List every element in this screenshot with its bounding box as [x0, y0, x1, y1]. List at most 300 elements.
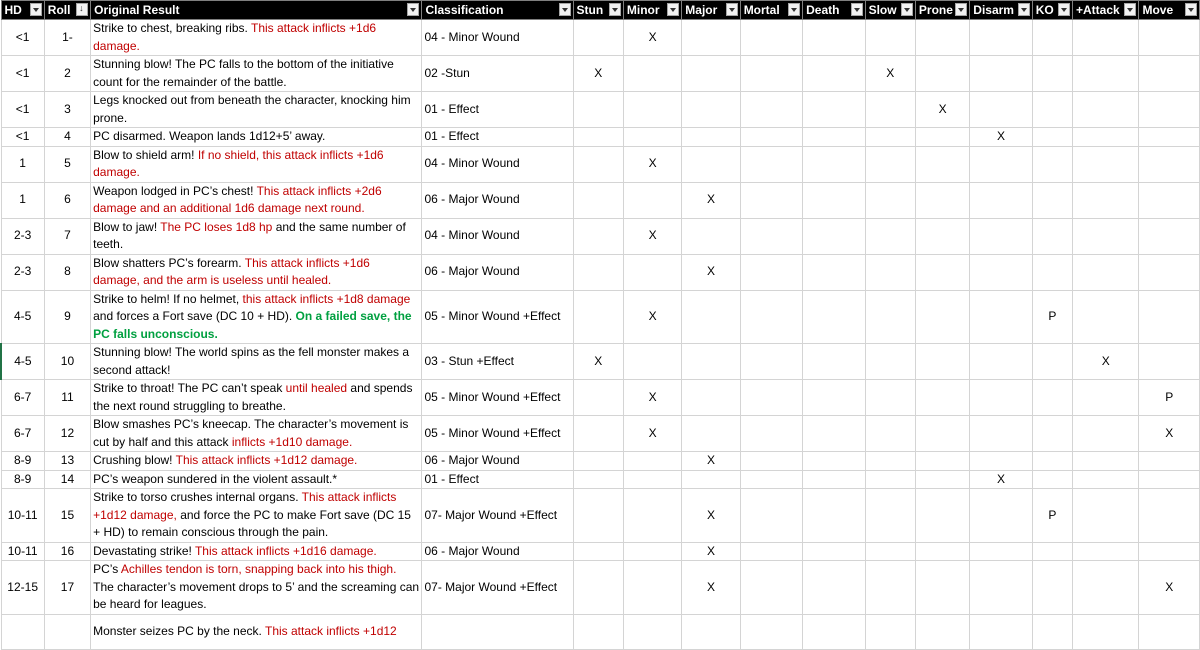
mark-cell-prone[interactable]: [915, 470, 969, 489]
mark-cell-mortal[interactable]: [740, 254, 802, 290]
mark-cell-disarm[interactable]: [970, 344, 1032, 380]
classification-cell[interactable]: 05 - Minor Wound +Effect: [422, 380, 573, 416]
mark-cell-prone[interactable]: [915, 416, 969, 452]
mark-cell-mortal[interactable]: [740, 344, 802, 380]
mark-cell-move[interactable]: [1139, 56, 1200, 92]
mark-cell-major[interactable]: [682, 146, 740, 182]
mark-cell-major[interactable]: X: [682, 254, 740, 290]
mark-cell-slow[interactable]: [865, 92, 915, 128]
classification-cell[interactable]: 04 - Minor Wound: [422, 20, 573, 56]
column-header-original-result: [91, 1, 422, 20]
mark-cell-major[interactable]: [682, 290, 740, 344]
mark-cell-death[interactable]: [803, 254, 865, 290]
mark-cell-stun[interactable]: [573, 489, 623, 543]
filter-dropdown-icon[interactable]: [726, 3, 738, 16]
mark-cell-death[interactable]: [803, 344, 865, 380]
column-header-label: Classification: [425, 3, 504, 17]
mark-cell-move[interactable]: [1139, 542, 1200, 561]
mark-cell-death[interactable]: [803, 470, 865, 489]
mark-cell-move[interactable]: [1139, 344, 1200, 380]
mark-cell-mortal[interactable]: [740, 561, 802, 615]
mark-cell-move[interactable]: [1139, 92, 1200, 128]
mark-cell-attack[interactable]: [1073, 290, 1139, 344]
roll-cell[interactable]: 5: [44, 146, 90, 182]
mark-cell-ko[interactable]: [1032, 56, 1072, 92]
filter-dropdown-icon[interactable]: [559, 3, 571, 16]
mark-cell-slow[interactable]: [865, 20, 915, 56]
mark-cell-slow[interactable]: [865, 470, 915, 489]
roll-cell[interactable]: 11: [44, 380, 90, 416]
mark-cell-death[interactable]: [803, 182, 865, 218]
mark-cell-ko[interactable]: [1032, 128, 1072, 147]
mark-cell-ko[interactable]: [1032, 92, 1072, 128]
mark-cell-disarm[interactable]: [970, 380, 1032, 416]
classification-cell[interactable]: 04 - Minor Wound: [422, 146, 573, 182]
mark-cell-prone[interactable]: [915, 380, 969, 416]
result-cell[interactable]: [91, 452, 422, 471]
hd-cell[interactable]: <1: [1, 56, 44, 92]
mark-cell-ko[interactable]: [1032, 452, 1072, 471]
mark-cell-attack[interactable]: X: [1073, 344, 1139, 380]
roll-cell[interactable]: 7: [44, 218, 90, 254]
mark-cell-disarm[interactable]: [970, 416, 1032, 452]
filter-dropdown-icon[interactable]: [788, 3, 800, 16]
classification-cell[interactable]: 07- Major Wound +Effect: [422, 561, 573, 615]
mark-cell-move[interactable]: [1139, 614, 1200, 649]
mark-cell-ko[interactable]: [1032, 254, 1072, 290]
column-header-label: +Attack: [1076, 3, 1120, 17]
mark-cell-prone[interactable]: [915, 561, 969, 615]
roll-cell[interactable]: [44, 614, 90, 649]
mark-cell-attack[interactable]: [1073, 489, 1139, 543]
mark-cell-major[interactable]: [682, 470, 740, 489]
result-cell[interactable]: [91, 380, 422, 416]
mark-cell-disarm[interactable]: [970, 56, 1032, 92]
roll-cell[interactable]: 1-: [44, 20, 90, 56]
mark-cell-attack[interactable]: [1073, 542, 1139, 561]
mark-cell-slow[interactable]: [865, 452, 915, 471]
mark-cell-ko[interactable]: [1032, 20, 1072, 56]
mark-cell-stun[interactable]: [573, 470, 623, 489]
hd-cell[interactable]: 4-5: [1, 290, 44, 344]
roll-cell[interactable]: 6: [44, 182, 90, 218]
hd-cell[interactable]: 4-5: [1, 344, 44, 380]
mark-cell-mortal[interactable]: [740, 470, 802, 489]
mark-cell-prone[interactable]: X: [915, 92, 969, 128]
hd-cell[interactable]: 12-15: [1, 561, 44, 615]
mark-cell-slow[interactable]: [865, 344, 915, 380]
hd-cell[interactable]: 8-9: [1, 452, 44, 471]
mark-cell-minor[interactable]: [623, 561, 681, 615]
mark-cell-minor[interactable]: [623, 542, 681, 561]
mark-cell-ko[interactable]: [1032, 542, 1072, 561]
roll-cell[interactable]: 9: [44, 290, 90, 344]
mark-cell-death[interactable]: [803, 489, 865, 543]
mark-cell-death[interactable]: [803, 20, 865, 56]
mark-cell-move[interactable]: X: [1139, 416, 1200, 452]
classification-cell[interactable]: 06 - Major Wound: [422, 452, 573, 471]
mark-cell-disarm[interactable]: X: [970, 470, 1032, 489]
mark-cell-slow[interactable]: [865, 542, 915, 561]
mark-cell-prone[interactable]: [915, 542, 969, 561]
mark-cell-death[interactable]: [803, 146, 865, 182]
mark-cell-stun[interactable]: [573, 182, 623, 218]
mark-cell-minor[interactable]: X: [623, 218, 681, 254]
mark-cell-death[interactable]: [803, 218, 865, 254]
mark-cell-disarm[interactable]: [970, 92, 1032, 128]
mark-cell-mortal[interactable]: [740, 290, 802, 344]
mark-cell-stun[interactable]: X: [573, 344, 623, 380]
mark-cell-mortal[interactable]: [740, 128, 802, 147]
highlighted-text: This attack inflicts +1d16 damage.: [194, 543, 377, 558]
mark-cell-prone[interactable]: [915, 128, 969, 147]
mark-cell-slow[interactable]: [865, 128, 915, 147]
hd-cell[interactable]: 1: [1, 182, 44, 218]
mark-cell-major[interactable]: [682, 344, 740, 380]
mark-cell-major[interactable]: X: [682, 561, 740, 615]
mark-cell-minor[interactable]: [623, 470, 681, 489]
mark-cell-move[interactable]: [1139, 290, 1200, 344]
hd-cell[interactable]: 10-11: [1, 542, 44, 561]
filter-dropdown-icon[interactable]: [667, 3, 679, 16]
mark-cell-minor[interactable]: X: [623, 146, 681, 182]
mark-cell-slow[interactable]: [865, 614, 915, 649]
mark-cell-ko[interactable]: P: [1032, 489, 1072, 543]
result-cell[interactable]: [91, 56, 422, 92]
mark-cell-minor[interactable]: [623, 452, 681, 471]
mark-cell-attack[interactable]: [1073, 416, 1139, 452]
mark-cell-stun[interactable]: [573, 561, 623, 615]
mark-cell-stun[interactable]: X: [573, 56, 623, 92]
result-cell[interactable]: [91, 92, 422, 128]
result-cell[interactable]: [91, 290, 422, 344]
mark-cell-ko[interactable]: [1032, 416, 1072, 452]
mark-cell-death[interactable]: [803, 416, 865, 452]
mark-cell-mortal[interactable]: [740, 218, 802, 254]
column-header-ko: [1032, 1, 1072, 20]
mark-cell-minor[interactable]: [623, 128, 681, 147]
mark-cell-disarm[interactable]: X: [970, 128, 1032, 147]
hd-cell[interactable]: 8-9: [1, 470, 44, 489]
mark-cell-mortal[interactable]: [740, 380, 802, 416]
mark-cell-move[interactable]: [1139, 218, 1200, 254]
mark-cell-major[interactable]: X: [682, 182, 740, 218]
roll-cell[interactable]: 8: [44, 254, 90, 290]
result-cell[interactable]: [91, 344, 422, 380]
hd-cell[interactable]: <1: [1, 128, 44, 147]
mark-cell-prone[interactable]: [915, 146, 969, 182]
hd-cell[interactable]: 10-11: [1, 489, 44, 543]
filter-dropdown-icon[interactable]: [955, 3, 967, 16]
table-row: [1, 182, 1200, 218]
mark-cell-minor[interactable]: [623, 254, 681, 290]
mark-cell-mortal[interactable]: [740, 452, 802, 471]
result-cell[interactable]: [91, 561, 422, 615]
mark-cell-move[interactable]: X: [1139, 561, 1200, 615]
hd-cell[interactable]: 6-7: [1, 416, 44, 452]
filter-dropdown-icon[interactable]: [1018, 3, 1030, 16]
mark-cell-mortal[interactable]: [740, 489, 802, 543]
mark-cell-move[interactable]: [1139, 146, 1200, 182]
mark-cell-attack[interactable]: [1073, 128, 1139, 147]
roll-cell[interactable]: 16: [44, 542, 90, 561]
sort-filter-dropdown-icon[interactable]: [76, 3, 88, 16]
table-row: [1, 344, 1200, 380]
roll-cell[interactable]: 10: [44, 344, 90, 380]
mark-cell-slow[interactable]: [865, 561, 915, 615]
mark-cell-stun[interactable]: [573, 92, 623, 128]
result-cell[interactable]: [91, 20, 422, 56]
mark-cell-attack[interactable]: [1073, 452, 1139, 471]
mark-cell-stun[interactable]: [573, 146, 623, 182]
mark-cell-death[interactable]: [803, 542, 865, 561]
mark-cell-death[interactable]: [803, 380, 865, 416]
roll-cell[interactable]: 15: [44, 489, 90, 543]
mark-cell-disarm[interactable]: [970, 218, 1032, 254]
mark-cell-stun[interactable]: [573, 452, 623, 471]
mark-cell-disarm[interactable]: [970, 146, 1032, 182]
mark-cell-ko[interactable]: [1032, 561, 1072, 615]
mark-cell-mortal[interactable]: [740, 416, 802, 452]
mark-cell-minor[interactable]: X: [623, 416, 681, 452]
mark-cell-stun[interactable]: [573, 380, 623, 416]
mark-cell-attack[interactable]: [1073, 218, 1139, 254]
filter-dropdown-icon[interactable]: [1185, 3, 1197, 16]
mark-cell-ko[interactable]: [1032, 344, 1072, 380]
mark-cell-ko[interactable]: [1032, 182, 1072, 218]
column-header-label: Death: [806, 3, 840, 17]
mark-cell-major[interactable]: [682, 218, 740, 254]
mark-cell-slow[interactable]: [865, 416, 915, 452]
filter-dropdown-icon[interactable]: [1058, 3, 1070, 16]
result-cell[interactable]: [91, 146, 422, 182]
mark-cell-prone[interactable]: [915, 182, 969, 218]
classification-cell[interactable]: 03 - Stun +Effect: [422, 344, 573, 380]
classification-cell[interactable]: 01 - Effect: [422, 470, 573, 489]
mark-cell-major[interactable]: [682, 614, 740, 649]
mark-cell-death[interactable]: [803, 128, 865, 147]
mark-cell-attack[interactable]: [1073, 182, 1139, 218]
result-cell[interactable]: [91, 489, 422, 543]
roll-cell[interactable]: 2: [44, 56, 90, 92]
classification-cell[interactable]: 01 - Effect: [422, 128, 573, 147]
mark-cell-mortal[interactable]: [740, 614, 802, 649]
classification-cell[interactable]: [422, 614, 573, 649]
mark-cell-death[interactable]: [803, 56, 865, 92]
mark-cell-mortal[interactable]: [740, 92, 802, 128]
mark-cell-death[interactable]: [803, 290, 865, 344]
mark-cell-ko[interactable]: [1032, 470, 1072, 489]
mark-cell-major[interactable]: X: [682, 489, 740, 543]
mark-cell-ko[interactable]: [1032, 380, 1072, 416]
roll-cell[interactable]: 13: [44, 452, 90, 471]
mark-cell-attack[interactable]: [1073, 470, 1139, 489]
mark-cell-major[interactable]: [682, 380, 740, 416]
mark-cell-prone[interactable]: [915, 344, 969, 380]
result-text: Crushing blow!: [93, 453, 176, 467]
mark-cell-minor[interactable]: X: [623, 290, 681, 344]
mark-cell-death[interactable]: [803, 92, 865, 128]
result-cell[interactable]: [91, 470, 422, 489]
result-cell[interactable]: [91, 416, 422, 452]
mark-cell-stun[interactable]: [573, 254, 623, 290]
roll-cell[interactable]: 12: [44, 416, 90, 452]
classification-cell[interactable]: 05 - Minor Wound +Effect: [422, 290, 573, 344]
mark-cell-minor[interactable]: [623, 344, 681, 380]
mark-cell-move[interactable]: [1139, 128, 1200, 147]
mark-cell-disarm[interactable]: [970, 20, 1032, 56]
mark-cell-move[interactable]: [1139, 489, 1200, 543]
filter-dropdown-icon[interactable]: [901, 3, 913, 16]
mark-cell-stun[interactable]: [573, 542, 623, 561]
mark-cell-minor[interactable]: X: [623, 380, 681, 416]
mark-cell-stun[interactable]: [573, 20, 623, 56]
mark-cell-slow[interactable]: X: [865, 56, 915, 92]
result-cell[interactable]: [91, 542, 422, 561]
mark-cell-slow[interactable]: [865, 182, 915, 218]
hd-cell[interactable]: [1, 614, 44, 649]
column-header-label: Mortal: [743, 3, 780, 17]
mark-cell-ko[interactable]: P: [1032, 290, 1072, 344]
mark-cell-prone[interactable]: [915, 614, 969, 649]
mark-cell-prone[interactable]: [915, 56, 969, 92]
roll-cell[interactable]: 17: [44, 561, 90, 615]
mark-cell-mortal[interactable]: [740, 146, 802, 182]
mark-cell-disarm[interactable]: [970, 254, 1032, 290]
result-cell[interactable]: [91, 218, 422, 254]
mark-cell-attack[interactable]: [1073, 561, 1139, 615]
result-text: Strike to helm! If no helmet,: [93, 291, 243, 306]
mark-cell-mortal[interactable]: [740, 56, 802, 92]
classification-cell[interactable]: 07- Major Wound +Effect: [422, 489, 573, 543]
filter-dropdown-icon[interactable]: [30, 3, 42, 16]
result-cell[interactable]: [91, 614, 422, 649]
mark-cell-prone[interactable]: [915, 20, 969, 56]
table-row: [1, 489, 1200, 543]
table-row: [1, 128, 1200, 147]
mark-cell-slow[interactable]: [865, 254, 915, 290]
mark-cell-attack[interactable]: [1073, 20, 1139, 56]
mark-cell-stun[interactable]: [573, 218, 623, 254]
hd-cell[interactable]: 6-7: [1, 380, 44, 416]
mark-cell-move[interactable]: [1139, 470, 1200, 489]
mark-cell-move[interactable]: [1139, 182, 1200, 218]
result-cell[interactable]: [91, 128, 422, 147]
mark-cell-death[interactable]: [803, 614, 865, 649]
roll-cell[interactable]: 3: [44, 92, 90, 128]
mark-cell-prone[interactable]: [915, 452, 969, 471]
hd-cell[interactable]: 2-3: [1, 218, 44, 254]
roll-cell[interactable]: 14: [44, 470, 90, 489]
mark-cell-minor[interactable]: X: [623, 20, 681, 56]
mark-cell-ko[interactable]: [1032, 218, 1072, 254]
mark-cell-attack[interactable]: [1073, 614, 1139, 649]
mark-cell-attack[interactable]: [1073, 146, 1139, 182]
mark-cell-major[interactable]: X: [682, 542, 740, 561]
mark-cell-minor[interactable]: [623, 489, 681, 543]
filter-dropdown-icon[interactable]: [851, 3, 863, 16]
mark-cell-major[interactable]: [682, 416, 740, 452]
mark-cell-disarm[interactable]: [970, 452, 1032, 471]
mark-cell-move[interactable]: [1139, 452, 1200, 471]
mark-cell-death[interactable]: [803, 452, 865, 471]
classification-cell[interactable]: 06 - Major Wound: [422, 254, 573, 290]
classification-cell[interactable]: 01 - Effect: [422, 92, 573, 128]
mark-cell-major[interactable]: [682, 56, 740, 92]
mark-cell-ko[interactable]: [1032, 614, 1072, 649]
filter-dropdown-icon[interactable]: [407, 3, 419, 16]
mark-cell-stun[interactable]: [573, 416, 623, 452]
mark-cell-prone[interactable]: [915, 254, 969, 290]
mark-cell-minor[interactable]: [623, 92, 681, 128]
classification-cell[interactable]: 05 - Minor Wound +Effect: [422, 416, 573, 452]
classification-cell[interactable]: 06 - Major Wound: [422, 182, 573, 218]
mark-cell-major[interactable]: [682, 92, 740, 128]
filter-dropdown-icon[interactable]: [609, 3, 621, 16]
mark-cell-attack[interactable]: [1073, 380, 1139, 416]
mark-cell-prone[interactable]: [915, 218, 969, 254]
mark-cell-stun[interactable]: [573, 290, 623, 344]
mark-cell-ko[interactable]: [1032, 146, 1072, 182]
mark-cell-disarm[interactable]: [970, 182, 1032, 218]
mark-cell-minor[interactable]: [623, 182, 681, 218]
mark-cell-major[interactable]: [682, 20, 740, 56]
mark-cell-attack[interactable]: [1073, 254, 1139, 290]
mark-cell-slow[interactable]: [865, 290, 915, 344]
classification-cell[interactable]: 04 - Minor Wound: [422, 218, 573, 254]
mark-cell-prone[interactable]: [915, 290, 969, 344]
roll-cell[interactable]: 4: [44, 128, 90, 147]
filter-dropdown-icon[interactable]: [1124, 3, 1136, 16]
mark-cell-disarm[interactable]: [970, 561, 1032, 615]
mark-cell-major[interactable]: X: [682, 452, 740, 471]
mark-cell-death[interactable]: [803, 561, 865, 615]
mark-cell-move[interactable]: [1139, 20, 1200, 56]
mark-cell-mortal[interactable]: [740, 542, 802, 561]
mark-cell-disarm[interactable]: [970, 290, 1032, 344]
column-header-label: Roll: [47, 3, 71, 17]
mark-cell-attack[interactable]: [1073, 56, 1139, 92]
mark-cell-slow[interactable]: [865, 380, 915, 416]
mark-cell-stun[interactable]: [573, 614, 623, 649]
result-cell[interactable]: [91, 254, 422, 290]
mark-cell-slow[interactable]: [865, 218, 915, 254]
mark-cell-slow[interactable]: [865, 146, 915, 182]
mark-cell-mortal[interactable]: [740, 20, 802, 56]
hd-cell[interactable]: 2-3: [1, 254, 44, 290]
classification-cell[interactable]: 06 - Major Wound: [422, 542, 573, 561]
mark-cell-major[interactable]: [682, 128, 740, 147]
mark-cell-mortal[interactable]: [740, 182, 802, 218]
mark-cell-disarm[interactable]: [970, 542, 1032, 561]
mark-cell-move[interactable]: [1139, 254, 1200, 290]
mark-cell-disarm[interactable]: [970, 489, 1032, 543]
result-cell[interactable]: [91, 182, 422, 218]
hd-cell[interactable]: <1: [1, 92, 44, 128]
mark-cell-prone[interactable]: [915, 489, 969, 543]
column-header-minor: [623, 1, 681, 20]
hd-cell[interactable]: 1: [1, 146, 44, 182]
mark-cell-disarm[interactable]: [970, 614, 1032, 649]
mark-cell-move[interactable]: P: [1139, 380, 1200, 416]
mark-cell-minor[interactable]: [623, 56, 681, 92]
mark-cell-slow[interactable]: [865, 489, 915, 543]
mark-cell-attack[interactable]: [1073, 92, 1139, 128]
mark-cell-minor[interactable]: [623, 614, 681, 649]
hd-cell[interactable]: <1: [1, 20, 44, 56]
classification-cell[interactable]: 02 -Stun: [422, 56, 573, 92]
mark-cell-stun[interactable]: [573, 128, 623, 147]
